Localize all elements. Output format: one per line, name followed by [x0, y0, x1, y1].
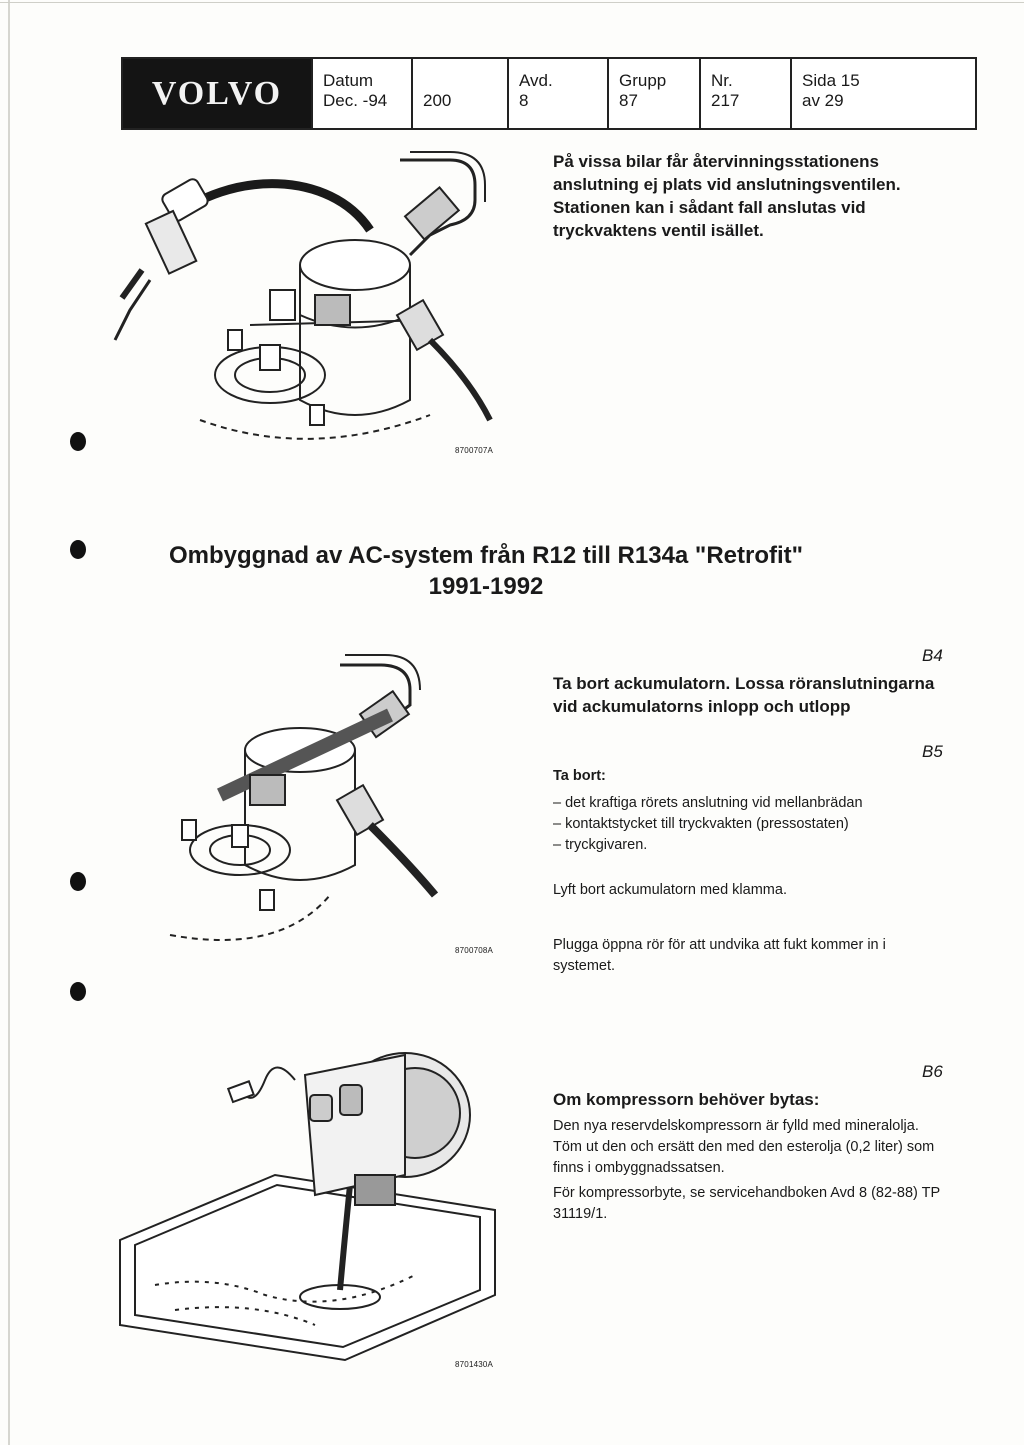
avd-label: Avd. — [519, 71, 553, 90]
grupp-label: Grupp — [619, 71, 667, 90]
step-b4-text: Ta bort ackumulatorn. Lossa röranslutningarna vid ackumulatorns inlopp och utlopp — [553, 674, 935, 716]
sida-value: av 29 — [802, 91, 844, 110]
step-label-b5: B5 — [922, 742, 943, 761]
section-title-line2: 1991-1992 — [428, 573, 544, 600]
figure-code: 8701430A — [455, 1360, 494, 1369]
step-b5-para1: Lyft bort ackumulatorn med klamma. — [553, 882, 787, 898]
accumulator-connection-illustration — [110, 140, 510, 460]
nr-label: Nr. — [711, 71, 733, 90]
list-item: – det kraftiga rörets anslutning vid mellanbrädan — [553, 793, 945, 814]
sida-cell — [790, 59, 975, 128]
step-b6-heading: Om kompressorn behöver bytas: — [553, 1090, 820, 1109]
model-value: 200 — [423, 91, 452, 110]
punch-hole — [70, 432, 86, 451]
page-edge — [8, 0, 10, 1445]
avd-cell — [507, 59, 607, 128]
volvo-logo: VOLVO — [123, 59, 311, 128]
nr-value: 217 — [711, 91, 740, 110]
document-header — [121, 57, 977, 130]
accumulator-removal-illustration — [160, 645, 460, 945]
figure-code: 8700707A — [455, 446, 494, 455]
step-b5-intro: Ta bort: — [553, 768, 606, 784]
nr-cell — [699, 59, 790, 128]
step-label-b4: B4 — [922, 646, 943, 665]
punch-hole — [70, 872, 86, 891]
grupp-value: 87 — [619, 91, 638, 110]
section1-text: På vissa bilar får återvinningsstationens anslutning ej plats vid anslutningsventilen. Stationen kan i sådant fall anslutas vid tryckvaktens ventil isället. — [553, 152, 901, 240]
datum-cell — [311, 59, 411, 128]
list-item: – kontaktstycket till tryckvakten (pressostaten) — [553, 814, 945, 835]
datum-value: Dec. -94 — [323, 91, 388, 110]
list-item: – tryckgivaren. — [553, 835, 945, 856]
model-cell — [411, 59, 507, 128]
step-b5-list — [553, 793, 945, 856]
grupp-cell — [607, 59, 699, 128]
avd-value: 8 — [519, 91, 529, 110]
step-b5-para2: Plugga öppna rör för att undvika att fukt kommer in i systemet. — [553, 937, 886, 974]
compressor-draining-illustration — [115, 1035, 515, 1365]
section-title — [0, 540, 998, 602]
step-b6-para1: Den nya reservdelskompressorn är fylld med mineralolja. Töm ut den och ersätt den med den esterolja (0,2 liter) som finns i ombyggnadssatsen. — [553, 1118, 935, 1176]
step-b6-para2: För kompressorbyte, se servicehandboken Avd 8 (82-88) TP 31119/1. — [553, 1185, 940, 1222]
datum-label: Datum — [323, 71, 374, 90]
sida-label: Sida 15 — [802, 71, 860, 90]
page-edge-top — [0, 2, 1024, 3]
step-label-b6: B6 — [922, 1062, 943, 1081]
figure-code: 8700708A — [455, 946, 494, 955]
section-title-line1: Ombyggnad av AC-system från R12 till R134a "Retrofit" — [168, 542, 804, 569]
step-b5-content — [553, 766, 945, 856]
punch-hole — [70, 982, 86, 1001]
